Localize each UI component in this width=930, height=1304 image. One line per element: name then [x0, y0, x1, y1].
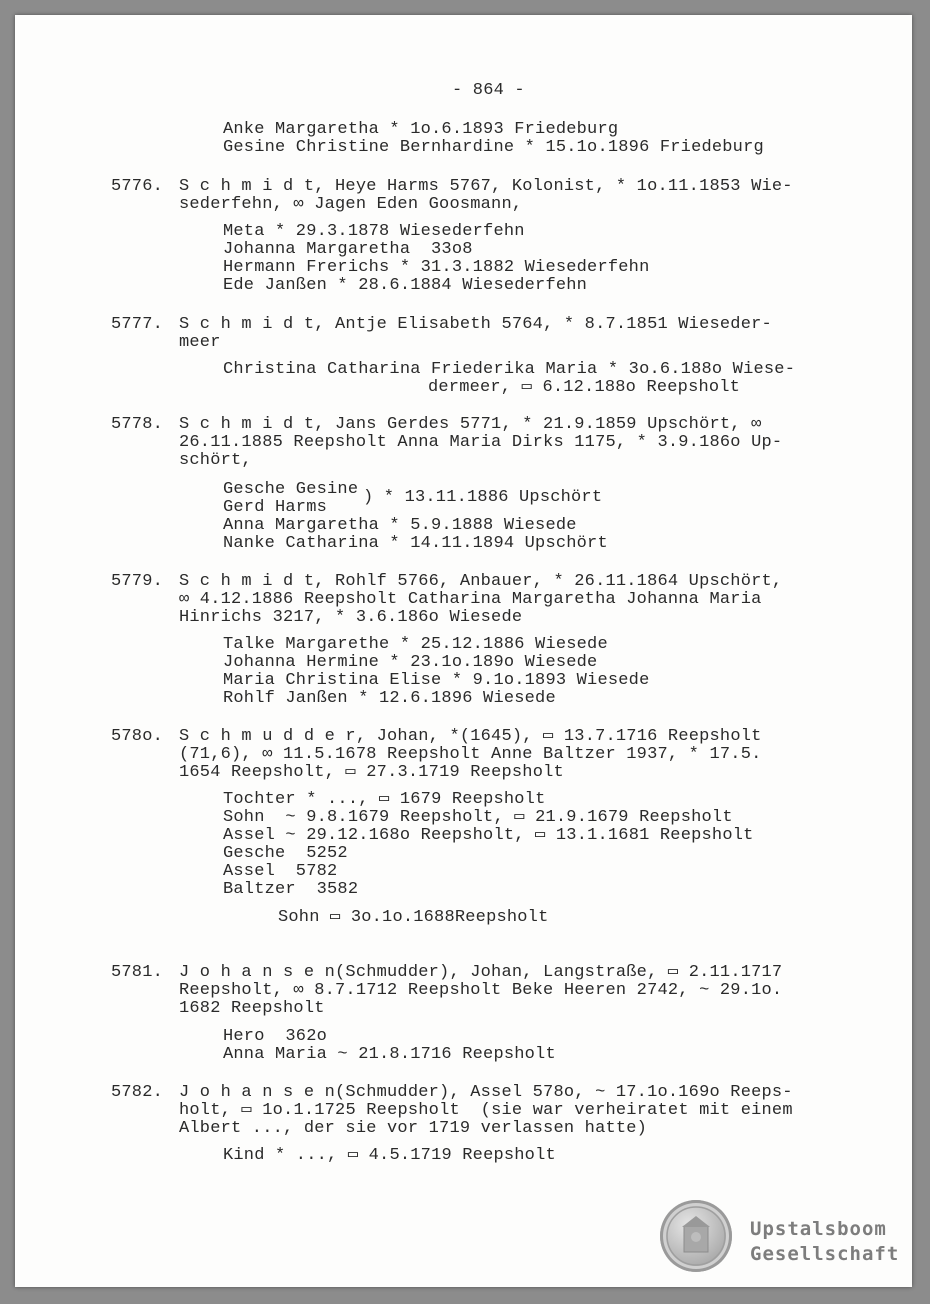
child-line: Meta * 29.3.1878 Wiesederfehn — [223, 222, 525, 241]
entry-header: ∞ 4.12.1886 Reepsholt Catharina Margaretha Johanna Maria — [179, 590, 762, 609]
entry-header: (71,6), ∞ 11.5.1678 Reepsholt Anne Baltzer 1937, * 17.5. — [179, 745, 762, 764]
watermark-line2: Gesellschaft — [750, 1243, 900, 1265]
child-line: Hero 362o — [223, 1027, 328, 1046]
watermark-line1: Upstalsboom — [750, 1218, 887, 1240]
entry-number-5779: 5779. — [111, 572, 164, 591]
child-line: Gesche Gesine — [223, 480, 359, 499]
entry-number-5777: 5777. — [111, 315, 164, 334]
child-line: Ede Janßen * 28.6.1884 Wiesederfehn — [223, 276, 588, 295]
entry-line: Gesine Christine Bernhardine * 15.1o.1896 Friedeburg — [223, 138, 764, 157]
entry-header: 1654 Reepsholt, ▭ 27.3.1719 Reepsholt — [179, 763, 564, 782]
entry-header: J o h a n s e n(Schmudder), Assel 578o, ~ 17.1o.169o Reeps- — [179, 1083, 793, 1102]
child-line: Sohn ▭ 3o.1o.1688Reepsholt — [278, 908, 549, 927]
entry-header: S c h m i d t, Antje Elisabeth 5764, * 8.7.1851 Wieseder- — [179, 315, 772, 334]
entry-number-5778: 5778. — [111, 415, 164, 434]
entry-number-5776: 5776. — [111, 177, 164, 196]
child-line: Baltzer 3582 — [223, 880, 359, 899]
entry-number-5780: 578o. — [111, 727, 164, 746]
child-line: Hermann Frerichs * 31.3.1882 Wiesederfehn — [223, 258, 650, 277]
entry-header: S c h m i d t, Heye Harms 5767, Kolonist, * 1o.11.1853 Wie- — [179, 177, 793, 196]
child-line: Maria Christina Elise * 9.1o.1893 Wiesede — [223, 671, 650, 690]
child-line: Sohn ~ 9.8.1679 Reepsholt, ▭ 21.9.1679 Reepsholt — [223, 808, 733, 827]
child-line: Kind * ..., ▭ 4.5.1719 Reepsholt — [223, 1146, 556, 1165]
entry-header: J o h a n s e n(Schmudder), Johan, Langstraße, ▭ 2.11.1717 — [179, 963, 783, 982]
entry-header: meer — [179, 333, 221, 352]
child-line: ) * 13.11.1886 Upschört — [363, 488, 603, 507]
entry-header: S c h m i d t, Jans Gerdes 5771, * 21.9.1859 Upschört, ∞ — [179, 415, 762, 434]
child-line: dermeer, ▭ 6.12.188o Reepsholt — [428, 378, 741, 397]
entry-header: Reepsholt, ∞ 8.7.1712 Reepsholt Beke Heeren 2742, ~ 29.1o. — [179, 981, 783, 1000]
entry-header: Albert ..., der sie vor 1719 verlassen hatte) — [179, 1119, 648, 1138]
child-line: Assel ~ 29.12.168o Reepsholt, ▭ 13.1.1681 Reepsholt — [223, 826, 754, 845]
entry-header: 26.11.1885 Reepsholt Anna Maria Dirks 1175, * 3.9.186o Up- — [179, 433, 783, 452]
child-line: Johanna Margaretha 33o8 — [223, 240, 473, 259]
entry-header: S c h m i d t, Rohlf 5766, Anbauer, * 26.11.1864 Upschört, — [179, 572, 783, 591]
child-line: Gerd Harms — [223, 498, 328, 517]
entry-header: holt, ▭ 1o.1.1725 Reepsholt (sie war verheiratet mit einem — [179, 1101, 793, 1120]
document-page — [15, 15, 912, 1287]
page-number: - 864 - — [452, 81, 525, 100]
child-line: Assel 5782 — [223, 862, 338, 881]
child-line: Nanke Catharina * 14.11.1894 Upschört — [223, 534, 608, 553]
child-line: Christina Catharina Friederika Maria * 3o.6.188o Wiese- — [223, 360, 796, 379]
child-line: Rohlf Janßen * 12.6.1896 Wiesede — [223, 689, 556, 708]
child-line: Gesche 5252 — [223, 844, 348, 863]
entry-line: Anke Margaretha * 1o.6.1893 Friedeburg — [223, 120, 619, 139]
entry-number-5782: 5782. — [111, 1083, 164, 1102]
entry-header: 1682 Reepsholt — [179, 999, 325, 1018]
child-line: Talke Margarethe * 25.12.1886 Wiesede — [223, 635, 608, 654]
child-line: Anna Maria ~ 21.8.1716 Reepsholt — [223, 1045, 556, 1064]
child-line: Tochter * ..., ▭ 1679 Reepsholt — [223, 790, 546, 809]
entry-header: S c h m u d d e r, Johan, *(1645), ▭ 13.7.1716 Reepsholt — [179, 727, 762, 746]
seal-icon — [660, 1200, 732, 1272]
child-line: Johanna Hermine * 23.1o.189o Wiesede — [223, 653, 598, 672]
entry-number-5781: 5781. — [111, 963, 164, 982]
entry-header: Hinrichs 3217, * 3.6.186o Wiesede — [179, 608, 523, 627]
entry-header: sederfehn, ∞ Jagen Eden Goosmann, — [179, 195, 523, 214]
child-line: Anna Margaretha * 5.9.1888 Wiesede — [223, 516, 577, 535]
entry-header: schört, — [179, 451, 252, 470]
